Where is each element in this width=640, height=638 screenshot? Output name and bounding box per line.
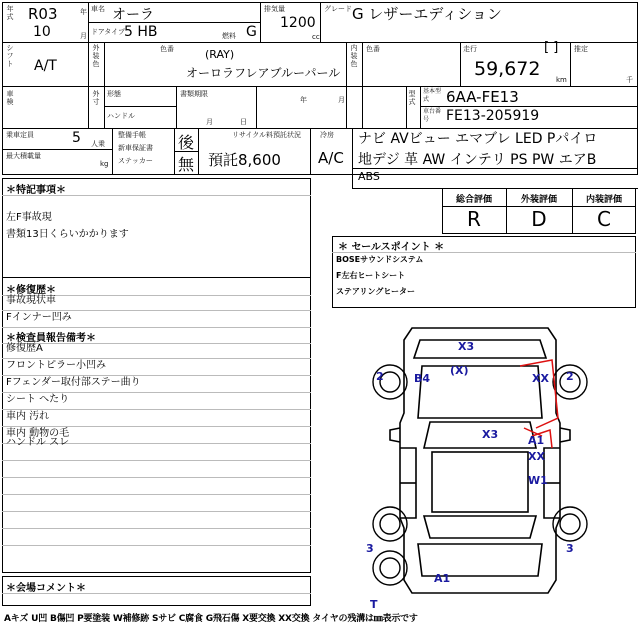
shift-value: A/T: [34, 58, 57, 74]
sales-point-1: BOSEサウンドシステム: [336, 255, 424, 264]
sales-points-title: ＊ セールスポイント ＊: [338, 242, 445, 253]
repair-line-1: 事故現状車: [6, 295, 56, 306]
diagram-label-6: 2: [566, 370, 574, 383]
sticker-status: 無: [178, 155, 195, 174]
diagram-label-14: T: [370, 598, 378, 611]
note-line-1: 左F事故現: [6, 212, 52, 223]
venue-comment-title: ＊会場コメント＊: [6, 583, 86, 594]
sales-point-3: ステアリングヒーター: [336, 287, 416, 296]
report-line-2: フロントピラー小凹み: [6, 360, 106, 371]
model-value: 6AA-FE13: [446, 88, 519, 106]
mileage-value: 59,672: [474, 58, 541, 80]
color-code: (RAY): [205, 48, 235, 61]
diagram-label-7: X3: [482, 428, 499, 441]
diagram-label-12: 3: [566, 542, 574, 555]
capacity-value: 5: [72, 130, 81, 146]
repair-title: ＊修復歴＊: [6, 285, 56, 296]
overall-grade: R: [467, 207, 481, 231]
door-type: 5 HB: [124, 24, 158, 40]
diagram-label-11: 3: [366, 542, 374, 555]
car-name: オーラ: [112, 7, 154, 23]
recycle-value: 預託8,600: [208, 151, 281, 169]
frame-value: FE13-205919: [446, 108, 540, 124]
report-line-5: 車内 汚れ: [6, 411, 50, 422]
diagram-label-3: (X): [450, 364, 469, 377]
grade-value: G レザーエディション: [352, 5, 502, 23]
legend-text: Aキズ U凹 B傷凹 P要塗装 W補修跡 Sサビ C腐食 G飛石傷 X要交換 XX交換 タイヤの残溝は㎜表示です: [4, 614, 418, 624]
interior-grade: C: [597, 207, 611, 231]
diagram-label-8: A1: [528, 434, 545, 447]
diagram-label-5: 2: [376, 370, 384, 383]
diagram-label-1: X3: [458, 340, 475, 353]
report-title: ＊検査員報告備考＊: [6, 333, 96, 344]
report-line-6: 車内 動物の毛: [6, 428, 70, 439]
report-line-3: Fフェンダー取付部ステー曲り: [6, 377, 141, 388]
diagram-label-4: XX: [532, 372, 549, 385]
diagram-label-13: A1: [434, 572, 451, 585]
repair-line-2: Fインナー凹み: [6, 312, 72, 323]
report-line-1: 修復歴A: [6, 343, 43, 354]
diagram-label-9: XX: [528, 450, 545, 463]
equipment-line-2: 地デジ 革 AW インテリ PS PW エアB: [358, 152, 597, 168]
equipment-line-1: ナビ AVビュー エマブレ LED Pパイロ: [358, 131, 598, 147]
month-value: 10: [33, 24, 51, 40]
diagram-label-10: W1: [528, 474, 548, 487]
fuel-value: G: [246, 24, 257, 40]
ac-value: A/C: [318, 149, 344, 167]
sales-point-2: F左右ヒートシート: [336, 271, 406, 280]
equipment-line-3: ABS: [358, 170, 380, 183]
color-name: オーロラフレアブルーパール: [186, 66, 341, 80]
report-line-4: シート へたり: [6, 394, 70, 405]
manual-status: 後: [178, 133, 195, 152]
notes-title: ＊特記事項＊: [6, 185, 66, 196]
exterior-grade: D: [531, 207, 547, 231]
car-damage-diagram: [360, 318, 600, 618]
diagram-label-2: B4: [414, 372, 431, 385]
displacement-value: 1200: [280, 15, 316, 31]
year-value: R03: [28, 5, 58, 23]
report-line-7: ハンドル スレ: [6, 437, 70, 448]
note-line-2: 書類13日くらいかかります: [6, 229, 129, 240]
